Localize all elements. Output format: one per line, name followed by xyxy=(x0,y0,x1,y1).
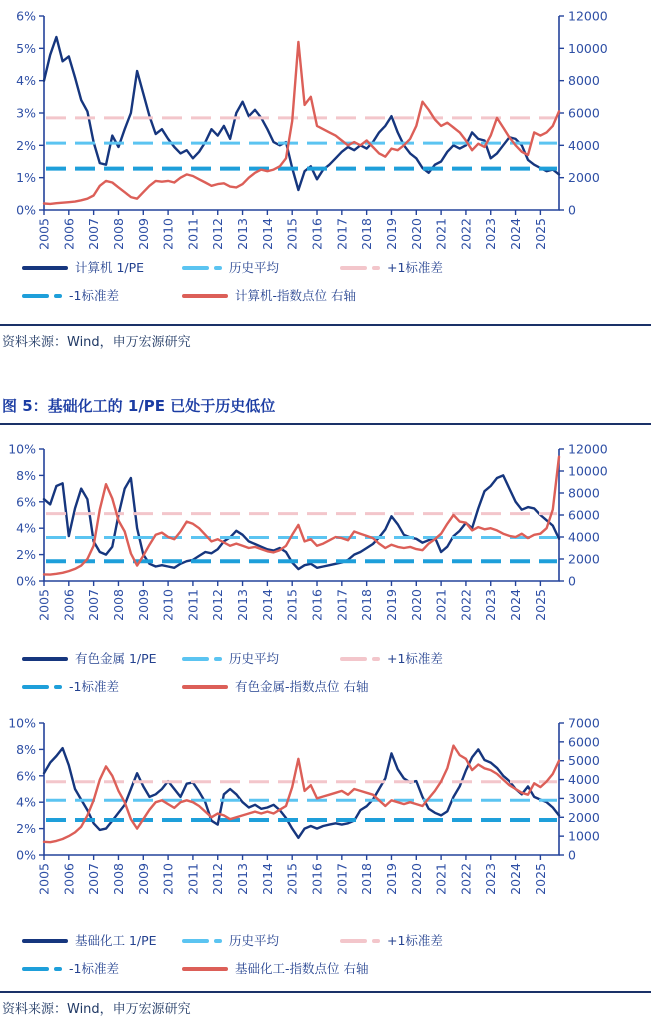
svg-text:2022: 2022 xyxy=(458,863,474,895)
svg-text:2005: 2005 xyxy=(36,589,52,621)
svg-text:4%: 4% xyxy=(16,520,36,536)
svg-text:2008: 2008 xyxy=(110,218,126,250)
svg-text:2018: 2018 xyxy=(359,863,375,895)
svg-text:2025: 2025 xyxy=(532,218,548,250)
legend-item-minus-std xyxy=(22,288,182,304)
svg-text:2010: 2010 xyxy=(160,218,176,250)
divider-line xyxy=(0,324,651,326)
legend-label: 基础化工-指数点位 右轴 xyxy=(235,961,369,976)
svg-text:3%: 3% xyxy=(16,105,36,121)
svg-text:2015: 2015 xyxy=(284,589,300,621)
svg-text:2012: 2012 xyxy=(210,218,226,250)
svg-text:5000: 5000 xyxy=(568,753,600,769)
computer-pe-chart xyxy=(0,6,651,256)
svg-text:1%: 1% xyxy=(16,170,36,186)
svg-text:2018: 2018 xyxy=(359,589,375,621)
svg-text:2016: 2016 xyxy=(309,218,325,250)
svg-text:2013: 2013 xyxy=(235,218,251,250)
legend-label: +1标准差 xyxy=(387,260,443,275)
svg-text:5%: 5% xyxy=(16,40,36,56)
svg-text:6000: 6000 xyxy=(568,507,600,523)
legend-item-index xyxy=(182,288,356,304)
svg-text:2010: 2010 xyxy=(160,863,176,895)
svg-text:2017: 2017 xyxy=(334,218,350,250)
svg-text:2020: 2020 xyxy=(408,218,424,250)
svg-text:12000: 12000 xyxy=(568,441,608,457)
svg-text:2019: 2019 xyxy=(383,589,399,621)
legend-item-minus-std xyxy=(22,679,182,695)
legend-item-mean xyxy=(182,651,340,667)
svg-text:4000: 4000 xyxy=(568,529,600,545)
svg-text:0%: 0% xyxy=(16,847,36,863)
svg-text:2018: 2018 xyxy=(359,218,375,250)
chemicals-pe-chart xyxy=(0,711,651,903)
svg-text:2009: 2009 xyxy=(135,589,151,621)
red-line-swatch xyxy=(182,967,228,971)
svg-text:8000: 8000 xyxy=(568,485,600,501)
lightblue-dash-swatch xyxy=(182,657,222,661)
legend-label: -1标准差 xyxy=(69,679,119,694)
legend-label: 计算机-指数点位 右轴 xyxy=(235,288,356,303)
svg-text:2008: 2008 xyxy=(110,863,126,895)
svg-text:2011: 2011 xyxy=(185,218,201,250)
svg-text:8000: 8000 xyxy=(568,73,600,89)
svg-text:2014: 2014 xyxy=(259,589,275,621)
svg-text:2009: 2009 xyxy=(135,863,151,895)
svg-text:12000: 12000 xyxy=(568,8,608,24)
legend-item-plus-std xyxy=(340,260,651,276)
svg-text:0%: 0% xyxy=(16,202,36,218)
svg-text:2022: 2022 xyxy=(458,218,474,250)
svg-text:4000: 4000 xyxy=(568,772,600,788)
legend-label: -1标准差 xyxy=(69,961,119,976)
svg-text:2021: 2021 xyxy=(433,589,449,621)
svg-text:3000: 3000 xyxy=(568,790,600,806)
svg-text:2024: 2024 xyxy=(508,863,524,895)
svg-text:2006: 2006 xyxy=(61,589,77,621)
svg-text:2011: 2011 xyxy=(185,863,201,895)
pink-dash-swatch xyxy=(340,266,380,270)
svg-text:2007: 2007 xyxy=(86,863,102,895)
nonferrous-pe-chart xyxy=(0,435,651,633)
legend-item-index xyxy=(182,679,369,695)
legend-item-pe xyxy=(22,933,182,949)
legend-item-mean xyxy=(182,260,340,276)
svg-text:6%: 6% xyxy=(16,768,36,784)
svg-text:2024: 2024 xyxy=(508,218,524,250)
svg-text:0%: 0% xyxy=(16,573,36,589)
chart-canvas xyxy=(0,435,651,633)
pink-dash-swatch xyxy=(340,657,380,661)
chemicals-chart-legend xyxy=(0,933,651,977)
svg-text:1000: 1000 xyxy=(568,828,600,844)
svg-text:2015: 2015 xyxy=(284,218,300,250)
svg-text:2010: 2010 xyxy=(160,589,176,621)
svg-text:2021: 2021 xyxy=(433,218,449,250)
svg-text:2009: 2009 xyxy=(135,218,151,250)
svg-text:2024: 2024 xyxy=(508,589,524,621)
svg-text:4%: 4% xyxy=(16,73,36,89)
svg-text:2016: 2016 xyxy=(309,863,325,895)
svg-text:6000: 6000 xyxy=(568,734,600,750)
legend-label: +1标准差 xyxy=(387,933,443,948)
svg-text:2020: 2020 xyxy=(408,863,424,895)
svg-text:10000: 10000 xyxy=(568,463,608,479)
svg-text:6%: 6% xyxy=(16,494,36,510)
svg-text:2006: 2006 xyxy=(61,218,77,250)
legend-label: 历史平均 xyxy=(229,933,280,948)
svg-text:2011: 2011 xyxy=(185,589,201,621)
svg-text:2000: 2000 xyxy=(568,551,600,567)
svg-text:2014: 2014 xyxy=(259,218,275,250)
svg-text:0: 0 xyxy=(568,847,576,863)
svg-text:2%: 2% xyxy=(16,547,36,563)
red-line-swatch xyxy=(182,294,228,298)
svg-text:0: 0 xyxy=(568,573,576,589)
lightblue-dash-swatch xyxy=(182,939,222,943)
svg-text:8%: 8% xyxy=(16,741,36,757)
legend-label: 历史平均 xyxy=(229,651,280,666)
svg-text:10%: 10% xyxy=(8,715,36,731)
legend-item-plus-std xyxy=(340,933,651,949)
svg-text:2012: 2012 xyxy=(210,863,226,895)
svg-text:2023: 2023 xyxy=(483,589,499,621)
figure-5-title: 图 5：基础化工的 1/PE 已处于历史低位 xyxy=(0,397,651,425)
svg-text:2007: 2007 xyxy=(86,218,102,250)
svg-text:2000: 2000 xyxy=(568,809,600,825)
legend-item-pe xyxy=(22,260,182,276)
svg-text:2013: 2013 xyxy=(235,863,251,895)
legend-label: 历史平均 xyxy=(229,260,280,275)
legend-label: 有色金属 1/PE xyxy=(75,651,157,666)
cyan-dash-swatch xyxy=(22,967,62,971)
svg-text:2005: 2005 xyxy=(36,863,52,895)
svg-text:2019: 2019 xyxy=(383,218,399,250)
svg-text:2020: 2020 xyxy=(408,589,424,621)
svg-text:4%: 4% xyxy=(16,794,36,810)
chart-canvas xyxy=(0,711,651,903)
svg-text:2019: 2019 xyxy=(383,863,399,895)
navy-line-swatch xyxy=(22,939,68,943)
legend-label: 有色金属-指数点位 右轴 xyxy=(235,679,369,694)
nonferrous-chart-legend xyxy=(0,651,651,695)
computer-chart-legend xyxy=(0,260,651,304)
divider-line xyxy=(0,991,651,993)
svg-text:2005: 2005 xyxy=(36,218,52,250)
source-text: 资料来源：Wind，申万宏源研究 xyxy=(2,335,191,350)
navy-line-swatch xyxy=(22,657,68,661)
svg-text:2%: 2% xyxy=(16,137,36,153)
svg-text:2025: 2025 xyxy=(532,863,548,895)
legend-item-plus-std xyxy=(340,651,651,667)
svg-text:2000: 2000 xyxy=(568,170,600,186)
cyan-dash-swatch xyxy=(22,685,62,689)
figure-4-section xyxy=(0,6,651,351)
svg-text:4000: 4000 xyxy=(568,137,600,153)
legend-item-index xyxy=(182,961,369,977)
svg-text:2006: 2006 xyxy=(61,863,77,895)
svg-text:6%: 6% xyxy=(16,8,36,24)
svg-text:2012: 2012 xyxy=(210,589,226,621)
svg-text:2022: 2022 xyxy=(458,589,474,621)
svg-text:2021: 2021 xyxy=(433,863,449,895)
chart-canvas xyxy=(0,6,651,256)
source-text: 资料来源：Wind，申万宏源研究 xyxy=(2,1002,191,1017)
svg-text:2023: 2023 xyxy=(483,863,499,895)
svg-text:2014: 2014 xyxy=(259,863,275,895)
lightblue-dash-swatch xyxy=(182,266,222,270)
legend-item-minus-std xyxy=(22,961,182,977)
svg-text:2008: 2008 xyxy=(110,589,126,621)
svg-text:10%: 10% xyxy=(8,441,36,457)
legend-label: +1标准差 xyxy=(387,651,443,666)
svg-text:8%: 8% xyxy=(16,467,36,483)
svg-text:2023: 2023 xyxy=(483,218,499,250)
svg-text:2017: 2017 xyxy=(334,589,350,621)
svg-text:2013: 2013 xyxy=(235,589,251,621)
legend-label: 基础化工 1/PE xyxy=(75,933,157,948)
red-line-swatch xyxy=(182,685,228,689)
svg-text:7000: 7000 xyxy=(568,715,600,731)
navy-line-swatch xyxy=(22,266,68,270)
svg-text:0: 0 xyxy=(568,202,576,218)
pink-dash-swatch xyxy=(340,939,380,943)
svg-text:10000: 10000 xyxy=(568,40,608,56)
svg-text:2007: 2007 xyxy=(86,589,102,621)
legend-item-pe xyxy=(22,651,182,667)
legend-label: 计算机 1/PE xyxy=(75,260,145,275)
svg-text:2015: 2015 xyxy=(284,863,300,895)
svg-text:2016: 2016 xyxy=(309,589,325,621)
svg-text:2025: 2025 xyxy=(532,589,548,621)
legend-item-mean xyxy=(182,933,340,949)
svg-text:2%: 2% xyxy=(16,821,36,837)
svg-text:2017: 2017 xyxy=(334,863,350,895)
legend-label: -1标准差 xyxy=(69,288,119,303)
cyan-dash-swatch xyxy=(22,294,62,298)
figure-5-section xyxy=(0,435,651,1018)
svg-text:6000: 6000 xyxy=(568,105,600,121)
